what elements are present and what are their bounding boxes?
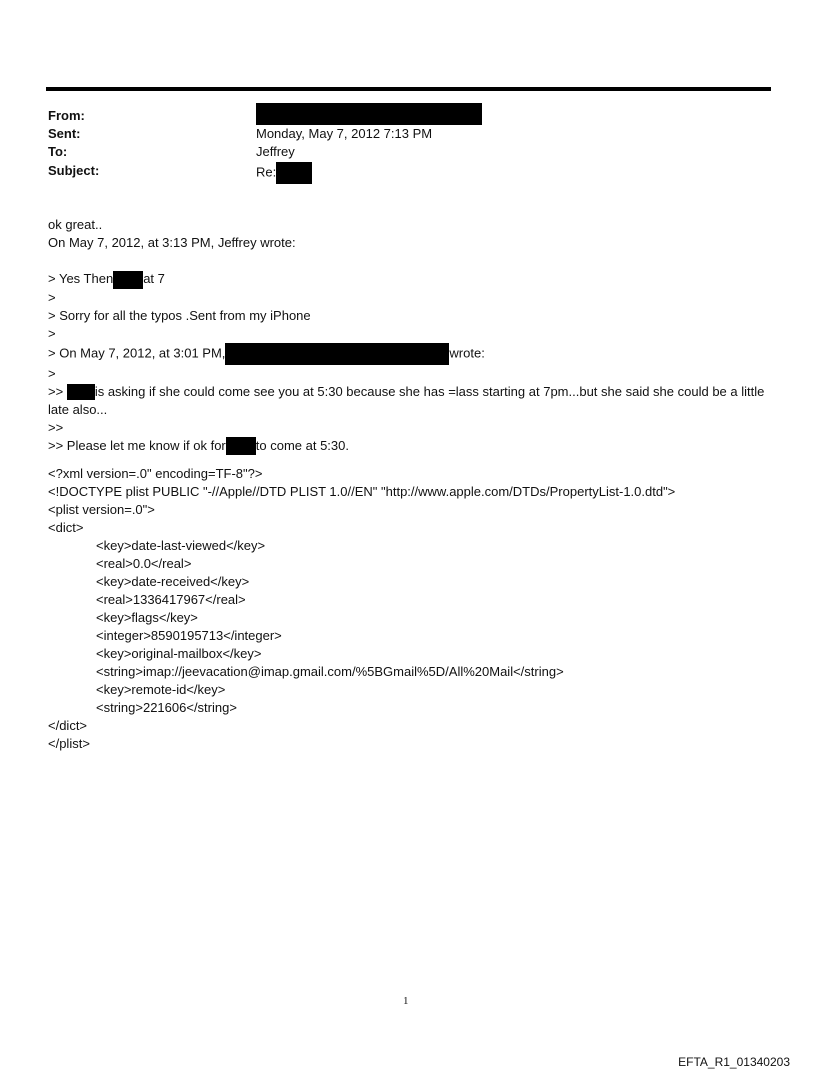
from-label: From: [48, 108, 85, 123]
plist-line: </plist> [48, 736, 90, 751]
plist-line: <string>imap://jeevacation@imap.gmail.com/%5BGmail%5D/All%20Mail</string> [96, 664, 564, 679]
plist-line: <key>remote-id</key> [96, 682, 226, 697]
plist-line: <plist version=.0"> [48, 502, 155, 517]
plist-line: <real>0.0</real> [96, 556, 192, 571]
body-line: >> Please let me know if ok for to come at 5:30. [48, 437, 773, 456]
redacted-subject [276, 162, 312, 184]
plist-line: <dict> [48, 520, 84, 535]
redacted-name [225, 343, 449, 365]
subject-label: Subject: [48, 163, 100, 178]
to-value: Jeffrey [256, 144, 295, 159]
plist-line: <key>flags</key> [96, 610, 198, 625]
plist-line: <key>date-received</key> [96, 574, 250, 589]
plist-line: <string>221606</string> [96, 700, 237, 715]
subject-prefix: Re: [256, 164, 277, 180]
body-line: On May 7, 2012, at 3:13 PM, Jeffrey wrote: [48, 235, 296, 250]
sent-value: Monday, May 7, 2012 7:13 PM [256, 126, 433, 141]
email-body [48, 216, 773, 455]
bates-number: EFTA_R1_01340203 [678, 1055, 790, 1069]
body-line: ok great.. [48, 217, 103, 232]
redacted-name [67, 384, 95, 400]
page-number: 1 [403, 995, 409, 1007]
body-line: > Yes Then at 7 [48, 270, 773, 289]
redacted-name [226, 437, 256, 455]
body-line: > Sorry for all the typos .Sent from my iPhone [48, 307, 311, 323]
plist-line: <real>1336417967</real> [96, 592, 246, 607]
plist-line: <key>date-last-viewed</key> [96, 538, 266, 553]
redacted-sender [256, 103, 482, 125]
body-line: >> [48, 419, 64, 435]
body-line: >> is asking if she could come see you at 5:30 because she has =lass starting at 7pm...but she said she could be a little late also... [48, 383, 765, 417]
body-line: > [48, 365, 56, 381]
plist-block [48, 465, 773, 753]
header-rule [46, 87, 771, 91]
plist-line: <integer>8590195713</integer> [96, 628, 282, 643]
redacted-name [113, 271, 143, 289]
body-line: > [48, 289, 56, 305]
sent-label: Sent: [48, 126, 81, 141]
body-line: > On May 7, 2012, at 3:01 PM, wrote: [48, 343, 773, 365]
plist-line: </dict> [48, 718, 88, 733]
to-label: To: [48, 144, 68, 159]
body-line: > [48, 325, 56, 341]
plist-line: <!DOCTYPE plist PUBLIC "-//Apple//DTD PLIST 1.0//EN" "http://www.apple.com/DTDs/PropertyList-1.0.dtd"> [48, 484, 676, 499]
plist-line: <?xml version=.0" encoding=TF-8"?> [48, 466, 263, 481]
plist-line: <key>original-mailbox</key> [96, 646, 262, 661]
